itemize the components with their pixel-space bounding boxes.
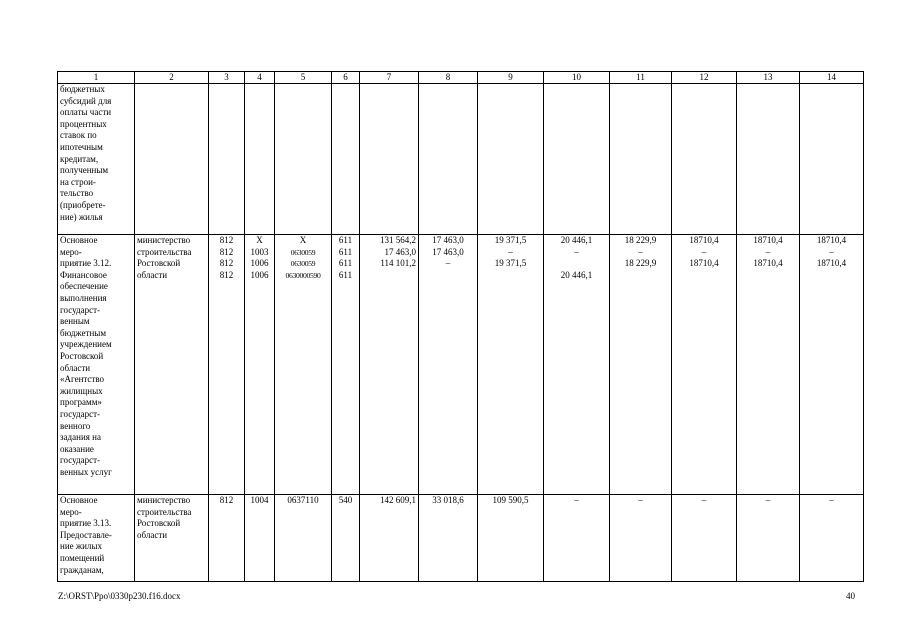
col-header: 3 <box>209 72 245 84</box>
executor-cell: министерство строительства Ростовской области <box>135 495 209 582</box>
vr-cell: 611 611 611 611 <box>332 235 360 495</box>
table-row <box>58 84 864 235</box>
table-row <box>58 495 864 582</box>
measure-name-cell: Основное меро- приятие 3.13. Предоставле- ние жилых помещений гражданам, <box>58 495 135 582</box>
year-cell: – <box>800 495 864 582</box>
year-cell: – <box>544 495 610 582</box>
program-table <box>57 71 864 582</box>
total-cell: 131 564,2 17 463,0 114 101,2 <box>360 235 419 495</box>
col-header: 4 <box>245 72 275 84</box>
vr-cell: 540 <box>332 495 360 582</box>
table-row <box>58 235 864 495</box>
year-cell: 19 371,5 – 19 371,5 <box>478 235 544 495</box>
year-cell: 20 446,1 – 20 446,1 <box>544 235 610 495</box>
measure-name-cell: бюджетных субсидий для оплаты части процентных ставок по ипотечным кредитам, полученным на строи- тельство (приобрете- ние) жилья <box>58 84 135 235</box>
col-header: 7 <box>360 72 419 84</box>
year-cell: 18 229,9 – 18 229,9 <box>610 235 672 495</box>
col-header: 10 <box>544 72 610 84</box>
year-cell: – <box>737 495 800 582</box>
footer-file-path: Z:\ORST\Ppo\0330p230.f16.docx <box>58 591 181 601</box>
header-row <box>58 72 864 84</box>
col-header: 1 <box>58 72 135 84</box>
rzpr-cell: X 1003 1006 1006 <box>245 235 275 495</box>
col-header: 14 <box>800 72 864 84</box>
year-cell: 18710,4 – 18710,4 <box>800 235 864 495</box>
year-cell: – <box>672 495 737 582</box>
col-header: 5 <box>275 72 332 84</box>
total-cell: 142 609,1 <box>360 495 419 582</box>
grbs-cell: 812 <box>209 495 245 582</box>
year-cell: 33 018,6 <box>419 495 478 582</box>
col-header: 11 <box>610 72 672 84</box>
year-cell: 109 590,5 <box>478 495 544 582</box>
measure-name-cell: Основное меро- приятие 3.12. Финансовое обеспечение выполнения государст- венным бюджетным учреждением Ростовской области «Агентство жилищных программ» государст- венного задания на оказание государст- венных услуг <box>58 235 135 495</box>
year-cell: – <box>610 495 672 582</box>
executor-cell: министерство строительства Ростовской области <box>135 235 209 495</box>
col-header: 12 <box>672 72 737 84</box>
col-header: 9 <box>478 72 544 84</box>
year-cell: 17 463,0 17 463,0 – <box>419 235 478 495</box>
csr-cell: X 0630059 0630059 0630000590 <box>275 235 332 495</box>
grbs-cell: 812 812 812 812 <box>209 235 245 495</box>
year-cell: 18710,4 – 18710,4 <box>737 235 800 495</box>
year-cell: 18710,4 – 18710,4 <box>672 235 737 495</box>
col-header: 2 <box>135 72 209 84</box>
col-header: 6 <box>332 72 360 84</box>
page-number: 40 <box>846 591 855 601</box>
rzpr-cell: 1004 <box>245 495 275 582</box>
csr-cell: 0637110 <box>275 495 332 582</box>
col-header: 8 <box>419 72 478 84</box>
col-header: 13 <box>737 72 800 84</box>
